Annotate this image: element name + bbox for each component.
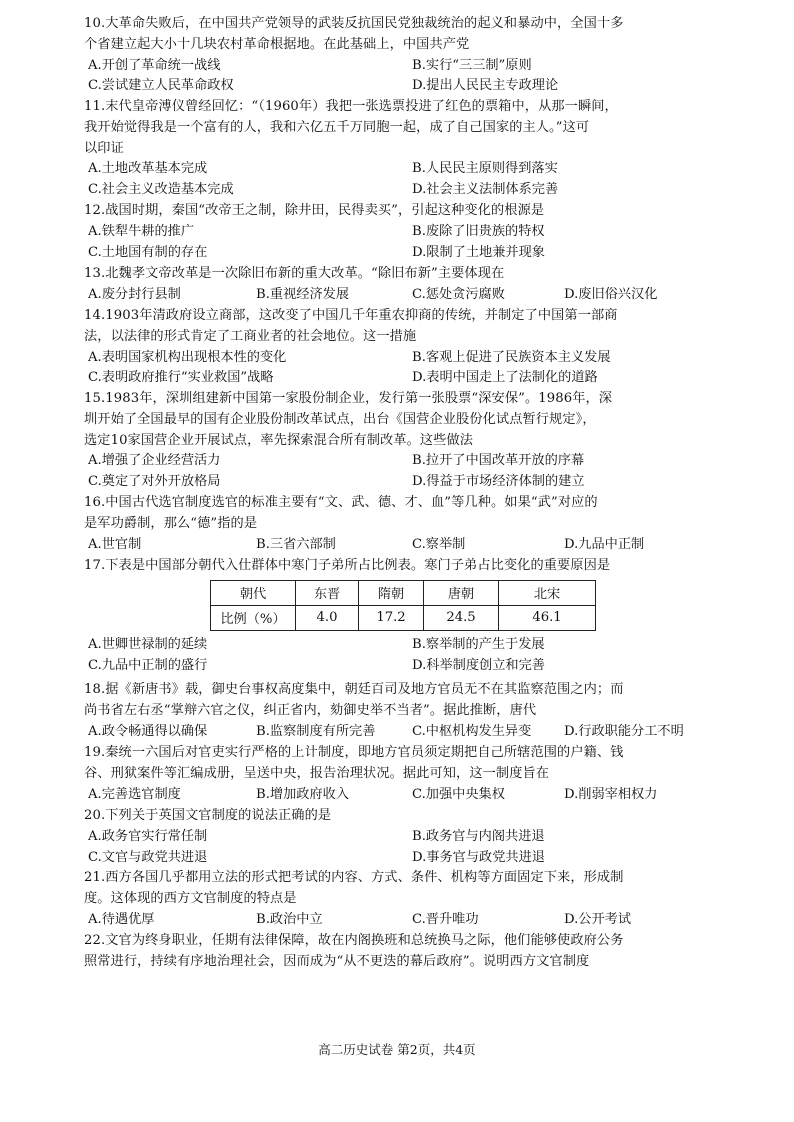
question-stem-line: 14.1903年清政府设立商部，这改变了中国几千年重农抑商的传统，并制定了中国第一部商 [84,308,618,323]
ratio-table [210,580,596,631]
option-d: D.九品中正制 [564,536,645,552]
question-stem-line: 16.中国古代选官制度选官的标准主要有“文、武、德、才、血”等几种。如果“武”对应的 [84,495,598,510]
option-c: C.奠定了对外开放格局 [88,474,221,490]
table-row [211,605,596,630]
option-a: A.废分封行县制 [88,286,181,302]
option-b: B.废除了旧贵族的特权 [412,223,545,239]
option-b: B.重视经济发展 [256,286,350,302]
option-d: D.提出人民民主专政理论 [412,78,559,94]
option-c: C.察举制 [412,536,466,552]
question-stem-line: 20.下列关于英国文官制度的说法正确的是 [84,808,332,823]
option-a: A.表明国家机构出现根本性的变化 [88,349,287,365]
option-b: B.增加政府收入 [256,786,350,802]
question-13 [84,264,716,306]
option-c: C.尝试建立人民革命政权 [88,78,234,94]
option-a: A.政务官实行常任制 [88,828,208,844]
option-c: C.土地国有制的存在 [88,244,208,260]
table-cell: 隋朝 [359,580,424,605]
question-stem-line: 10.大革命失败后，在中国共产党领导的武装反抗国民党独裁统治的起义和暴动中，全国十多 [84,16,624,31]
question-18 [84,680,716,742]
option-a: A.土地改革基本完成 [88,161,208,177]
question-stem-line: 18.据《新唐书》载，御史台事权高度集中，朝廷百司及地方官员无不在其监察范围之内；而 [84,682,624,697]
page-footer: 高二历史试卷 第2页，共4页 [318,1042,476,1057]
question-stem-line: 13.北魏孝文帝改革是一次除旧布新的重大改革。“除旧布新”主要体现在 [84,266,505,281]
option-b: B.拉开了中国改革开放的序幕 [412,453,585,469]
option-b: B.政治中立 [256,911,323,927]
option-d: D.社会主义法制体系完善 [412,182,559,198]
question-22 [84,931,716,973]
question-stem-line: 法，以法律的形式肯定了工商业者的社会地位。这一措施 [84,328,417,344]
question-20 [84,806,716,868]
option-c: C.中枢机构发生异变 [412,723,532,739]
option-d: D.限制了土地兼并现象 [412,244,545,260]
option-b: B.监察制度有所完善 [256,723,376,739]
table-cell: 朝代 [211,580,296,605]
option-d: D.削弱宰相权力 [564,786,658,802]
table-cell: 4.0 [296,605,359,630]
table-header-row [211,580,596,605]
question-14 [84,306,716,389]
question-stem-line: 是军功爵制，那么“德”指的是 [84,515,258,531]
option-a: A.开创了革命统一战线 [88,57,221,73]
question-stem-line: 我开始觉得我是一个富有的人，我和六亿五千万同胞一起，成了自己国家的主人。”这可 [84,119,590,135]
question-stem-line: 照常进行，持续有序地治理社会，因而成为“从不更迭的幕后政府”。说明西方文官制度 [84,953,590,969]
question-stem-line: 度。这体现的西方文官制度的特点是 [84,890,297,906]
option-a: A.增强了企业经营活力 [88,453,221,469]
option-d: D.得益于市场经济体制的建立 [412,474,585,490]
option-a: A.世官制 [88,536,142,552]
option-a: A.世卿世禄制的延续 [88,636,208,652]
option-d: D.行政职能分工不明 [564,723,684,739]
question-15 [84,389,716,493]
option-d: D.公开考试 [564,911,632,927]
option-c: C.九品中正制的盛行 [88,657,208,673]
question-21 [84,868,716,930]
table-cell: 唐朝 [424,580,499,605]
question-stem-line: 谷、刑狱案件等汇编成册，呈送中央，报告治理状况。据此可知，这一制度旨在 [84,765,550,781]
question-stem-line: 选定10家国营企业开展试点，率先探索混合所有制改革。这些做法 [84,432,474,448]
question-stem-line: 15.1983年，深圳组建新中国第一家股份制企业，发行第一张股票“深安保”。1986年，深 [84,391,613,406]
option-b: B.人民民主原则得到落实 [412,161,558,177]
question-stem-line: 圳开始了全国最早的国有企业股份制改革试点，出台《国营企业股份化试点暂行规定》， [84,411,596,427]
question-stem-line: 尚书省左右丞“掌辩六官之仪，纠正省内，劾御史举不当者”。据此推断，唐代 [84,702,537,718]
question-10 [84,14,716,97]
question-stem-line: 17.下表是中国部分朝代入仕群体中寒门子弟所占比例表。寒门子弟占比变化的重要原因是 [84,558,611,573]
option-a: A.完善选官制度 [88,786,181,802]
option-d: D.表明中国走上了法制化的道路 [412,370,598,386]
option-b: B.实行“三三制”原则 [412,57,532,73]
table-cell: 17.2 [359,605,424,630]
option-a: A.政令畅通得以确保 [88,723,208,739]
question-stem-line: 21.西方各国几乎都用立法的形式把考试的内容、方式、条件、机构等方面固定下来，形成制 [84,870,624,885]
option-c: C.文官与政党共进退 [88,849,208,865]
option-c: C.加强中央集权 [412,786,505,802]
question-11 [84,97,716,201]
question-stem-line: 12.战国时期，秦国“改帝王之制，除井田，民得卖买”，引起这种变化的根源是 [84,203,545,218]
question-stem-line: 22.文官为终身职业，任期有法律保障，故在内阁换班和总统换马之际，他们能够使政府公务 [84,933,624,948]
question-stem-line: 以印证 [84,140,124,156]
option-c: C.表明政府推行“实业救国”战略 [88,370,274,386]
question-19 [84,743,716,805]
option-b: B.政务官与内阁共进退 [412,828,545,844]
option-d: D.科举制度创立和完善 [412,657,545,673]
table-cell: 比例（%） [211,605,296,630]
option-c: C.晋升唯功 [412,911,479,927]
option-b: B.察举制的产生于发展 [412,636,545,652]
question-17 [84,556,716,676]
option-a: A.铁犁牛耕的推广 [88,223,195,239]
question-12 [84,201,716,263]
table-cell: 东晋 [296,580,359,605]
option-b: B.三省六部制 [256,536,336,552]
option-a: A.待遇优厚 [88,911,155,927]
option-b: B.客观上促进了民族资本主义发展 [412,349,611,365]
option-d: D.废旧俗兴汉化 [564,286,658,302]
table-cell: 46.1 [499,605,596,630]
table-cell: 24.5 [424,605,499,630]
table-cell: 北宋 [499,580,596,605]
option-d: D.事务官与政党共进退 [412,849,545,865]
option-c: C.社会主义改造基本完成 [88,182,234,198]
question-stem-line: 个省建立起大小十几块农村革命根据地。在此基础上，中国共产党 [84,36,470,52]
option-c: C.惩处贪污腐败 [412,286,505,302]
question-16 [84,493,716,555]
question-stem-line: 11.末代皇帝溥仪曾经回忆：“（1960年）我把一张选票投进了红色的票箱中，从那一瞬间， [84,99,618,114]
question-stem-line: 19.秦统一六国后对官吏实行严格的上计制度，即地方官员须定期把自己所辖范围的户籍、钱 [84,745,624,760]
